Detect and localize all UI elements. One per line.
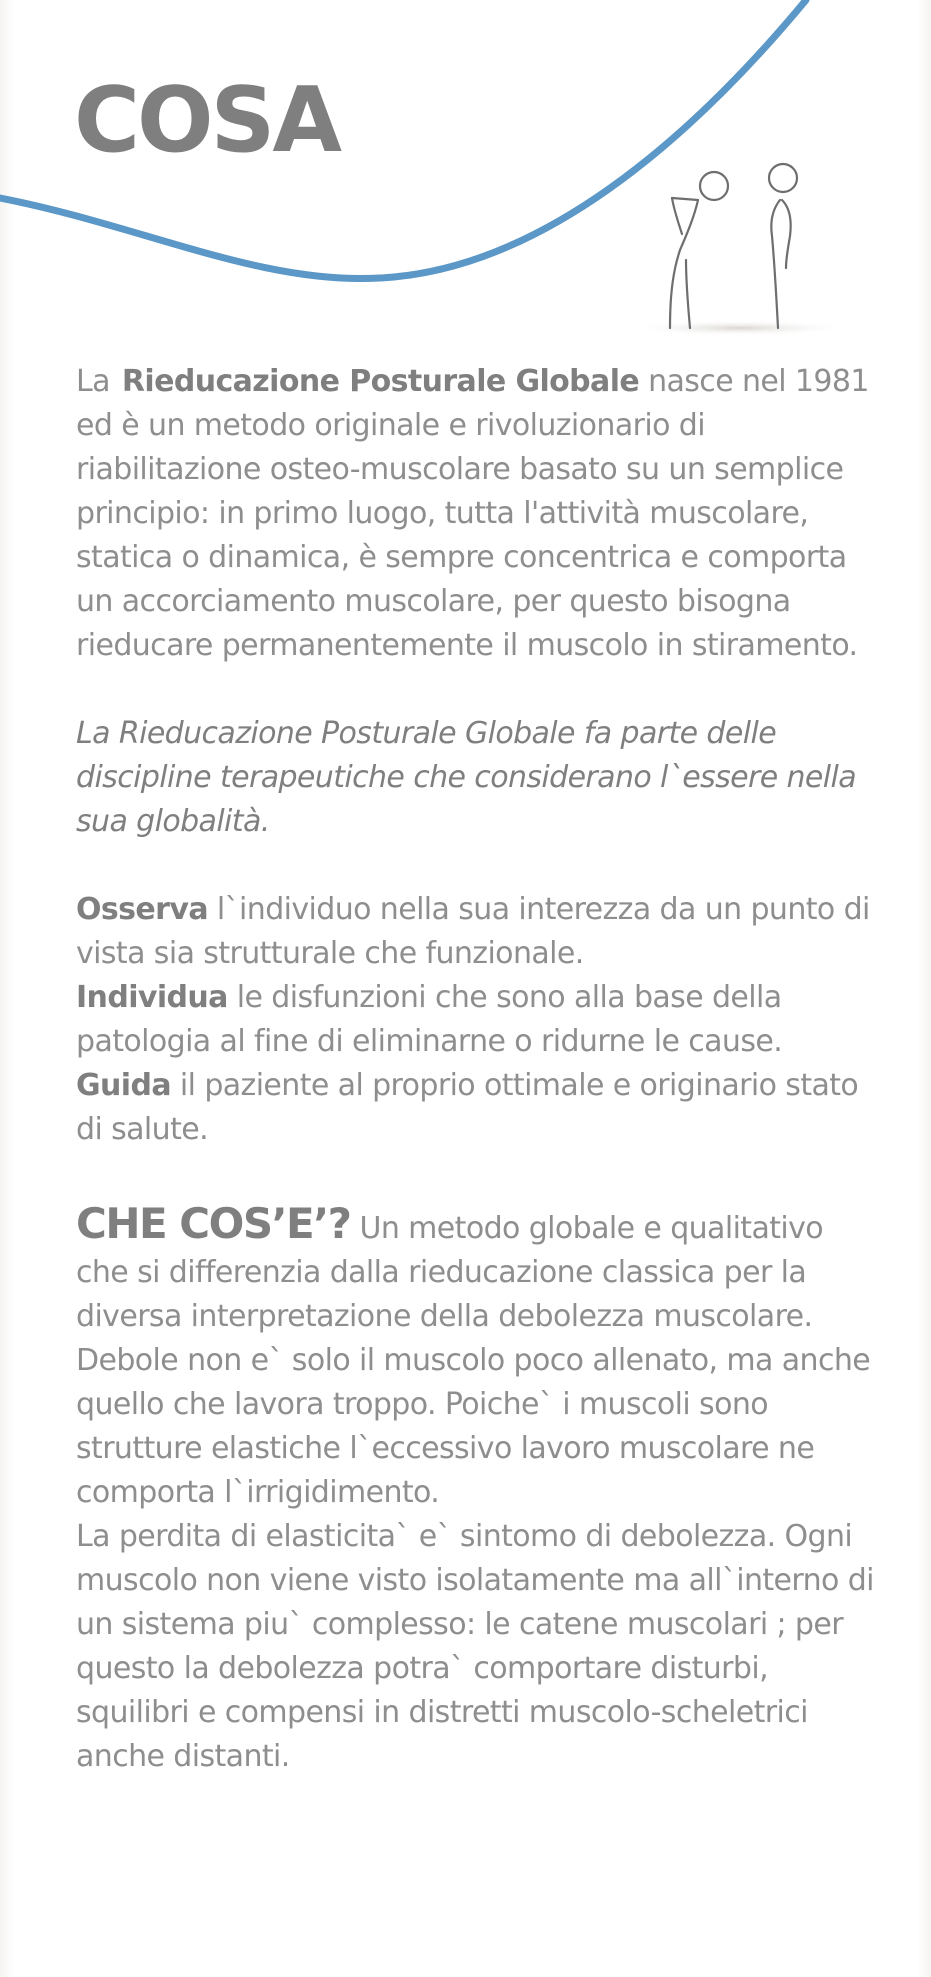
che-cose-text-2: La perdita di elasticita` e` sintomo di debolezza. Ogni muscolo non viene visto isolatamente ma all`interno di un sistema piu` complesso: le catene muscolari ; per questo la debolezza potra` comportare disturbi, squilibri e compensi in distretti muscolo-scheletrici anche distanti. xyxy=(76,1519,874,1774)
feature-item xyxy=(76,976,876,1064)
intro-lead: La xyxy=(76,364,110,399)
intro-text: nasce nel 1981 ed è un metodo originale e rivoluzionario di riabilitazione osteo-muscolare basato su un semplice principio: in primo luogo, tutta l'attività muscolare, statica o dinamica, è sempre concentrica e comporta un accorciamento muscolare, per questo bisogna rieducare permanentemente il muscolo in stiramento. xyxy=(76,364,869,663)
che-cose-text-1: Un metodo globale e qualitativo che si differenzia dalla rieducazione classica per la diversa interpretazione della debolezza muscolare. Debole non e` solo il muscolo poco allenato, ma anche quello che lavora troppo. Poiche` i muscoli sono strutture elastiche l`eccessivo lavoro muscolare ne comporta l`irrigidimento. xyxy=(76,1211,871,1510)
feature-item xyxy=(76,1064,876,1152)
page-title: COSA xyxy=(74,68,340,173)
posture-figures-icon xyxy=(620,150,860,340)
feature-bold: Guida xyxy=(76,1068,171,1103)
feature-item xyxy=(76,888,876,976)
che-cose-paragraph xyxy=(76,1199,876,1515)
content xyxy=(76,360,876,1779)
feature-bold: Osserva xyxy=(76,892,208,927)
intro-paragraph xyxy=(76,360,876,668)
features-list xyxy=(76,888,876,1152)
feature-text: l`individuo nella sua interezza da un punto di vista sia strutturale che funzionale. xyxy=(76,892,870,971)
intro-bold: Rieducazione Posturale Globale xyxy=(121,364,640,399)
feature-bold: Individua xyxy=(76,980,228,1015)
feature-text: le disfunzioni che sono alla base della patologia al fine di eliminarne o ridurne le cause. xyxy=(76,980,783,1059)
che-cose-heading: CHE COS’E’? xyxy=(76,1199,351,1248)
italic-statement: La Rieducazione Posturale Globale fa parte delle discipline terapeutiche che considerano l`essere nella sua globalità. xyxy=(76,716,857,839)
feature-text: il paziente al proprio ottimale e originario stato di salute. xyxy=(76,1068,859,1147)
